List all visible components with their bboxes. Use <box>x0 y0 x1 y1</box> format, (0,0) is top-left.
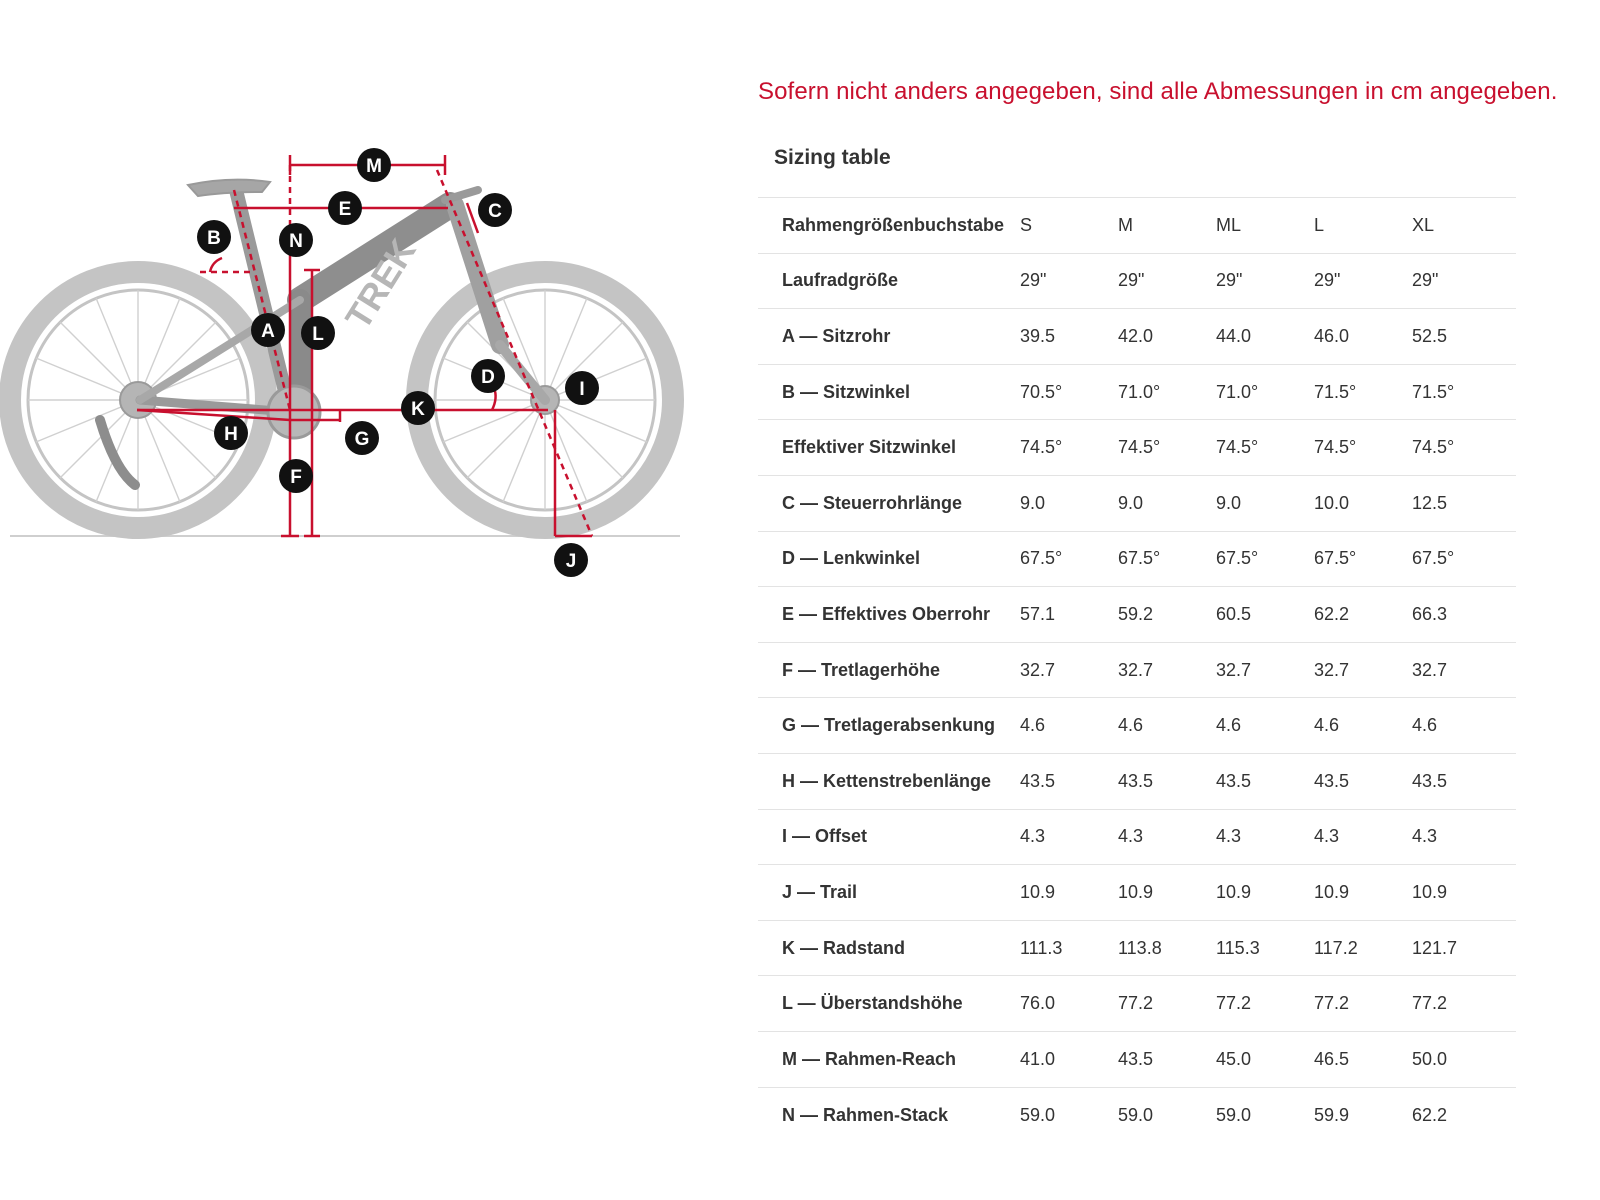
row-label: I — Offset <box>782 826 868 847</box>
table-row <box>758 475 1516 531</box>
row-value: 77.2 <box>1118 993 1154 1014</box>
row-value: 43.5 <box>1216 770 1252 791</box>
row-value: 4.3 <box>1216 826 1242 847</box>
row-label: C — Steuerrohrlänge <box>782 492 963 513</box>
marker-f <box>279 459 313 493</box>
row-value: 10.0 <box>1314 492 1350 513</box>
row-value: 71.0° <box>1118 381 1161 402</box>
row-value: 41.0 <box>1020 1048 1056 1069</box>
svg-text:N: N <box>289 231 303 252</box>
row-value: 113.8 <box>1118 937 1162 958</box>
row-value: 77.2 <box>1216 993 1252 1014</box>
row-label: E — Effektives Oberrohr <box>782 603 991 624</box>
row-label: Laufradgröße <box>782 270 899 291</box>
row-value: 4.6 <box>1412 715 1438 736</box>
table-row <box>758 642 1516 698</box>
row-value: 117.2 <box>1314 937 1358 958</box>
svg-text:L: L <box>312 324 324 345</box>
sizing-table <box>758 197 1516 1143</box>
row-value: 46.0 <box>1314 325 1350 346</box>
row-value: 4.6 <box>1314 715 1340 736</box>
size-s-header: S <box>1020 214 1033 235</box>
marker-b <box>197 220 231 254</box>
row-value: 10.9 <box>1216 881 1252 902</box>
row-value: 67.5° <box>1314 548 1357 569</box>
marker-k <box>401 391 435 425</box>
row-value: 71.0° <box>1216 381 1259 402</box>
row-value: 9.0 <box>1118 492 1144 513</box>
table-row <box>758 976 1516 1032</box>
svg-text:H: H <box>224 424 238 445</box>
row-value: 50.0 <box>1412 1048 1448 1069</box>
frame-logo-text: TREK <box>337 231 424 337</box>
size-xl-header: XL <box>1412 214 1435 235</box>
row-value: 4.3 <box>1020 826 1046 847</box>
row-value: 44.0 <box>1216 325 1252 346</box>
marker-d <box>471 359 505 393</box>
units-notice: Sofern nicht anders angegeben, sind alle Abmessungen in cm angegeben. <box>758 78 1558 105</box>
row-value: 71.5° <box>1412 381 1455 402</box>
row-value: 29" <box>1118 270 1145 291</box>
row-value: 43.5 <box>1118 1048 1154 1069</box>
row-value: 9.0 <box>1216 492 1242 513</box>
row-value: 32.7 <box>1216 659 1252 680</box>
row-value: 32.7 <box>1020 659 1056 680</box>
marker-n <box>279 223 313 257</box>
row-label: G — Tretlagerabsenkung <box>782 715 996 736</box>
row-value: 74.5° <box>1020 437 1063 458</box>
svg-text:B: B <box>207 228 221 249</box>
row-label: L — Überstandshöhe <box>782 993 963 1014</box>
table-row <box>758 309 1516 365</box>
row-value: 29" <box>1314 270 1341 291</box>
row-value: 111.3 <box>1020 937 1063 958</box>
row-value: 74.5° <box>1314 437 1357 458</box>
row-value: 59.0 <box>1118 1104 1154 1125</box>
row-value: 46.5 <box>1314 1048 1350 1069</box>
row-label: Effektiver Sitzwinkel <box>782 437 957 458</box>
row-value: 77.2 <box>1314 993 1350 1014</box>
marker-i <box>565 371 599 405</box>
marker-g <box>345 421 379 455</box>
row-value: 59.9 <box>1314 1104 1350 1125</box>
row-value: 67.5° <box>1118 548 1161 569</box>
table-title: Sizing table <box>774 146 891 169</box>
row-value: 62.2 <box>1314 603 1350 624</box>
header-label: Rahmengrößenbuchstabe <box>782 214 1005 235</box>
row-value: 43.5 <box>1118 770 1154 791</box>
table-row <box>758 865 1516 921</box>
svg-text:K: K <box>411 399 425 420</box>
row-value: 74.5° <box>1412 437 1455 458</box>
row-value: 59.2 <box>1118 603 1154 624</box>
row-value: 67.5° <box>1020 548 1063 569</box>
row-value: 29" <box>1216 270 1243 291</box>
row-value: 32.7 <box>1118 659 1154 680</box>
table-row <box>758 587 1516 643</box>
svg-text:A: A <box>261 321 275 342</box>
marker-h <box>214 416 248 450</box>
row-value: 39.5 <box>1020 325 1056 346</box>
row-value: 4.6 <box>1020 715 1046 736</box>
size-l-header: L <box>1314 214 1325 235</box>
marker-m <box>357 148 391 182</box>
row-value: 67.5° <box>1412 548 1455 569</box>
marker-j <box>554 543 588 577</box>
row-value: 43.5 <box>1314 770 1350 791</box>
svg-text:C: C <box>488 201 502 222</box>
table-row <box>758 809 1516 865</box>
row-value: 12.5 <box>1412 492 1448 513</box>
row-label: N — Rahmen-Stack <box>782 1104 949 1125</box>
row-label: H — Kettenstrebenlänge <box>782 770 992 791</box>
table-row <box>758 531 1516 587</box>
row-value: 10.9 <box>1314 881 1350 902</box>
row-value: 121.7 <box>1412 937 1458 958</box>
table-row <box>758 698 1516 754</box>
row-label: K — Radstand <box>782 937 906 958</box>
row-value: 74.5° <box>1118 437 1161 458</box>
row-value: 32.7 <box>1412 659 1448 680</box>
bike-geometry-diagram <box>0 140 700 600</box>
svg-text:M: M <box>366 156 382 177</box>
svg-text:G: G <box>354 429 370 450</box>
size-ml-header: ML <box>1216 214 1242 235</box>
row-value: 74.5° <box>1216 437 1259 458</box>
row-value: 76.0 <box>1020 993 1056 1014</box>
row-label: F — Tretlagerhöhe <box>782 659 941 680</box>
table-row <box>758 753 1516 809</box>
row-value: 59.0 <box>1020 1104 1056 1125</box>
row-label: A — Sitzrohr <box>782 325 891 346</box>
svg-text:E: E <box>338 199 352 220</box>
marker-c <box>478 193 512 227</box>
svg-text:J: J <box>565 551 577 572</box>
row-value: 43.5 <box>1412 770 1448 791</box>
row-value: 70.5° <box>1020 381 1063 402</box>
row-label: B — Sitzwinkel <box>782 381 911 402</box>
row-value: 10.9 <box>1118 881 1154 902</box>
row-value: 67.5° <box>1216 548 1259 569</box>
svg-text:I: I <box>579 379 585 400</box>
table-row <box>758 420 1516 476</box>
row-value: 9.0 <box>1020 492 1046 513</box>
marker-e <box>328 191 362 225</box>
row-label: M — Rahmen-Reach <box>782 1048 957 1069</box>
row-value: 60.5 <box>1216 603 1252 624</box>
row-value: 45.0 <box>1216 1048 1252 1069</box>
marker-a <box>251 313 285 347</box>
row-value: 59.0 <box>1216 1104 1252 1125</box>
row-value: 4.3 <box>1314 826 1340 847</box>
row-value: 4.3 <box>1118 826 1144 847</box>
marker-l <box>301 316 335 350</box>
row-value: 115.3 <box>1216 937 1260 958</box>
measurement-lines <box>137 155 592 536</box>
row-value: 4.3 <box>1412 826 1438 847</box>
svg-text:D: D <box>481 367 495 388</box>
row-value: 4.6 <box>1118 715 1144 736</box>
table-row <box>758 253 1516 309</box>
row-label: J — Trail <box>782 881 858 902</box>
table-row <box>758 364 1516 420</box>
row-value: 29" <box>1412 270 1439 291</box>
row-value: 29" <box>1020 270 1047 291</box>
size-m-header: M <box>1118 214 1133 235</box>
row-value: 32.7 <box>1314 659 1350 680</box>
table-row <box>758 920 1516 976</box>
row-value: 10.9 <box>1020 881 1056 902</box>
table-header-row <box>758 198 1516 254</box>
row-value: 71.5° <box>1314 381 1357 402</box>
row-value: 4.6 <box>1216 715 1242 736</box>
row-value: 57.1 <box>1020 603 1056 624</box>
row-value: 43.5 <box>1020 770 1056 791</box>
row-label: D — Lenkwinkel <box>782 548 921 569</box>
row-value: 52.5 <box>1412 325 1448 346</box>
table-row <box>758 1087 1516 1143</box>
row-value: 10.9 <box>1412 881 1448 902</box>
row-value: 66.3 <box>1412 603 1448 624</box>
svg-text:F: F <box>290 467 302 488</box>
table-row <box>758 1031 1516 1087</box>
row-value: 77.2 <box>1412 993 1448 1014</box>
row-value: 62.2 <box>1412 1104 1448 1125</box>
row-value: 42.0 <box>1118 325 1154 346</box>
